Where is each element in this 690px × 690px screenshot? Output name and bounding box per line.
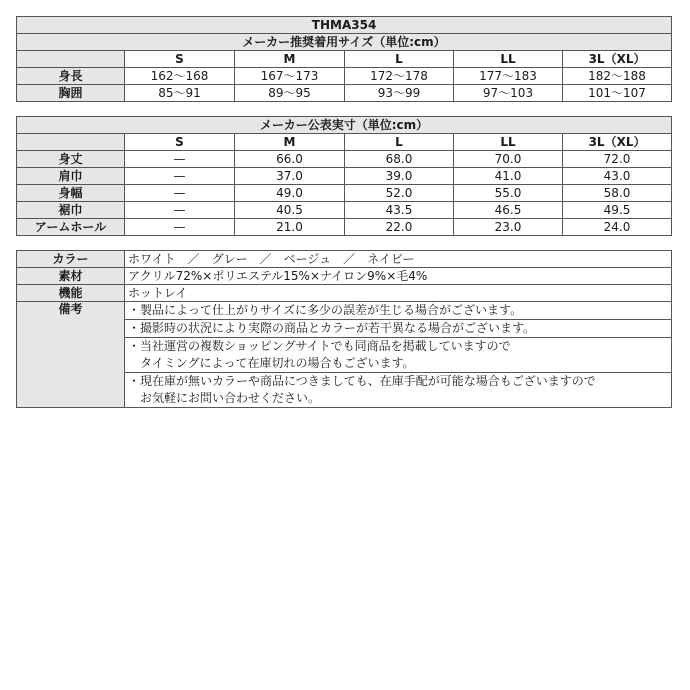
note-line: ・撮影時の状況により実際の商品とカラーが若干異なる場合がございます。 — [128, 321, 536, 335]
cell: 68.0 — [345, 151, 454, 168]
note-line: お気軽にお問い合わせください。 — [128, 391, 321, 405]
corner-cell — [17, 51, 125, 68]
cell: — — [125, 219, 235, 236]
function-value: ホットレイ — [125, 285, 672, 302]
size-header: LL — [454, 51, 563, 68]
note-item — [125, 373, 672, 408]
cell: — — [125, 185, 235, 202]
row-label: アームホール — [17, 219, 125, 236]
table-row — [17, 219, 672, 236]
table-row — [17, 168, 672, 185]
size-header-row — [17, 51, 672, 68]
cell: 162〜168 — [125, 68, 235, 85]
table-row — [17, 85, 672, 102]
recommended-size-title: メーカー推奨着用サイズ（単位:cm） — [17, 34, 672, 51]
size-header-row — [17, 134, 672, 151]
cell: 172〜178 — [345, 68, 454, 85]
info-row-color — [17, 251, 672, 268]
cell: 23.0 — [454, 219, 563, 236]
cell: 58.0 — [563, 185, 672, 202]
size-header: M — [235, 51, 345, 68]
model-number: THMA354 — [17, 17, 672, 34]
row-label: 肩巾 — [17, 168, 125, 185]
row-label: 身幅 — [17, 185, 125, 202]
corner-cell — [17, 134, 125, 151]
size-header: M — [235, 134, 345, 151]
cell: 41.0 — [454, 168, 563, 185]
cell: 182〜188 — [563, 68, 672, 85]
cell: 66.0 — [235, 151, 345, 168]
note-line: ・現在庫が無いカラーや商品につきましても、在庫手配が可能な場合もございますので — [128, 374, 596, 388]
cell: 167〜173 — [235, 68, 345, 85]
size-header: L — [345, 51, 454, 68]
cell: 72.0 — [563, 151, 672, 168]
info-row-notes — [17, 302, 672, 320]
size-header: 3L（XL） — [563, 51, 672, 68]
function-label: 機能 — [17, 285, 125, 302]
cell: 85〜91 — [125, 85, 235, 102]
size-header: S — [125, 134, 235, 151]
cell: 40.5 — [235, 202, 345, 219]
note-line: ・当社運営の複数ショッピングサイトでも同商品を掲載していますので — [128, 339, 511, 353]
row-label: 胸囲 — [17, 85, 125, 102]
cell: 22.0 — [345, 219, 454, 236]
cell: 177〜183 — [454, 68, 563, 85]
note-item — [125, 302, 672, 320]
size-header: LL — [454, 134, 563, 151]
cell: 52.0 — [345, 185, 454, 202]
cell: 43.5 — [345, 202, 454, 219]
info-row-material — [17, 268, 672, 285]
size-header: L — [345, 134, 454, 151]
cell: — — [125, 202, 235, 219]
cell: 21.0 — [235, 219, 345, 236]
cell: 93〜99 — [345, 85, 454, 102]
cell: 39.0 — [345, 168, 454, 185]
table-row — [17, 185, 672, 202]
table-row — [17, 202, 672, 219]
cell: 101〜107 — [563, 85, 672, 102]
material-value: アクリル72%×ポリエステル15%×ナイロン9%×毛4% — [125, 268, 672, 285]
table-row — [17, 151, 672, 168]
size-header: S — [125, 51, 235, 68]
material-label: 素材 — [17, 268, 125, 285]
cell: 46.5 — [454, 202, 563, 219]
row-label: 身長 — [17, 68, 125, 85]
note-line: ・製品によって仕上がりサイズに多少の誤差が生じる場合がございます。 — [128, 303, 523, 317]
recommended-size-table — [16, 16, 672, 102]
row-label: 裾巾 — [17, 202, 125, 219]
cell: — — [125, 168, 235, 185]
size-header: 3L（XL） — [563, 134, 672, 151]
cell: 24.0 — [563, 219, 672, 236]
measured-size-table — [16, 116, 672, 236]
note-item — [125, 338, 672, 373]
cell: 43.0 — [563, 168, 672, 185]
cell: 37.0 — [235, 168, 345, 185]
cell: 97〜103 — [454, 85, 563, 102]
info-row-function — [17, 285, 672, 302]
color-label: カラー — [17, 251, 125, 268]
cell: 70.0 — [454, 151, 563, 168]
row-label: 身丈 — [17, 151, 125, 168]
cell: 55.0 — [454, 185, 563, 202]
notes-label: 備考 — [17, 302, 125, 408]
cell: 49.0 — [235, 185, 345, 202]
note-line: タイミングによって在庫切れの場合もございます。 — [128, 356, 415, 370]
product-info-table — [16, 250, 672, 408]
note-item — [125, 320, 672, 338]
color-value: ホワイト ／ グレー ／ ベージュ ／ ネイビー — [125, 251, 672, 268]
cell: 89〜95 — [235, 85, 345, 102]
table-row — [17, 68, 672, 85]
cell: — — [125, 151, 235, 168]
measured-size-title: メーカー公表実寸（単位:cm） — [17, 117, 672, 134]
cell: 49.5 — [563, 202, 672, 219]
